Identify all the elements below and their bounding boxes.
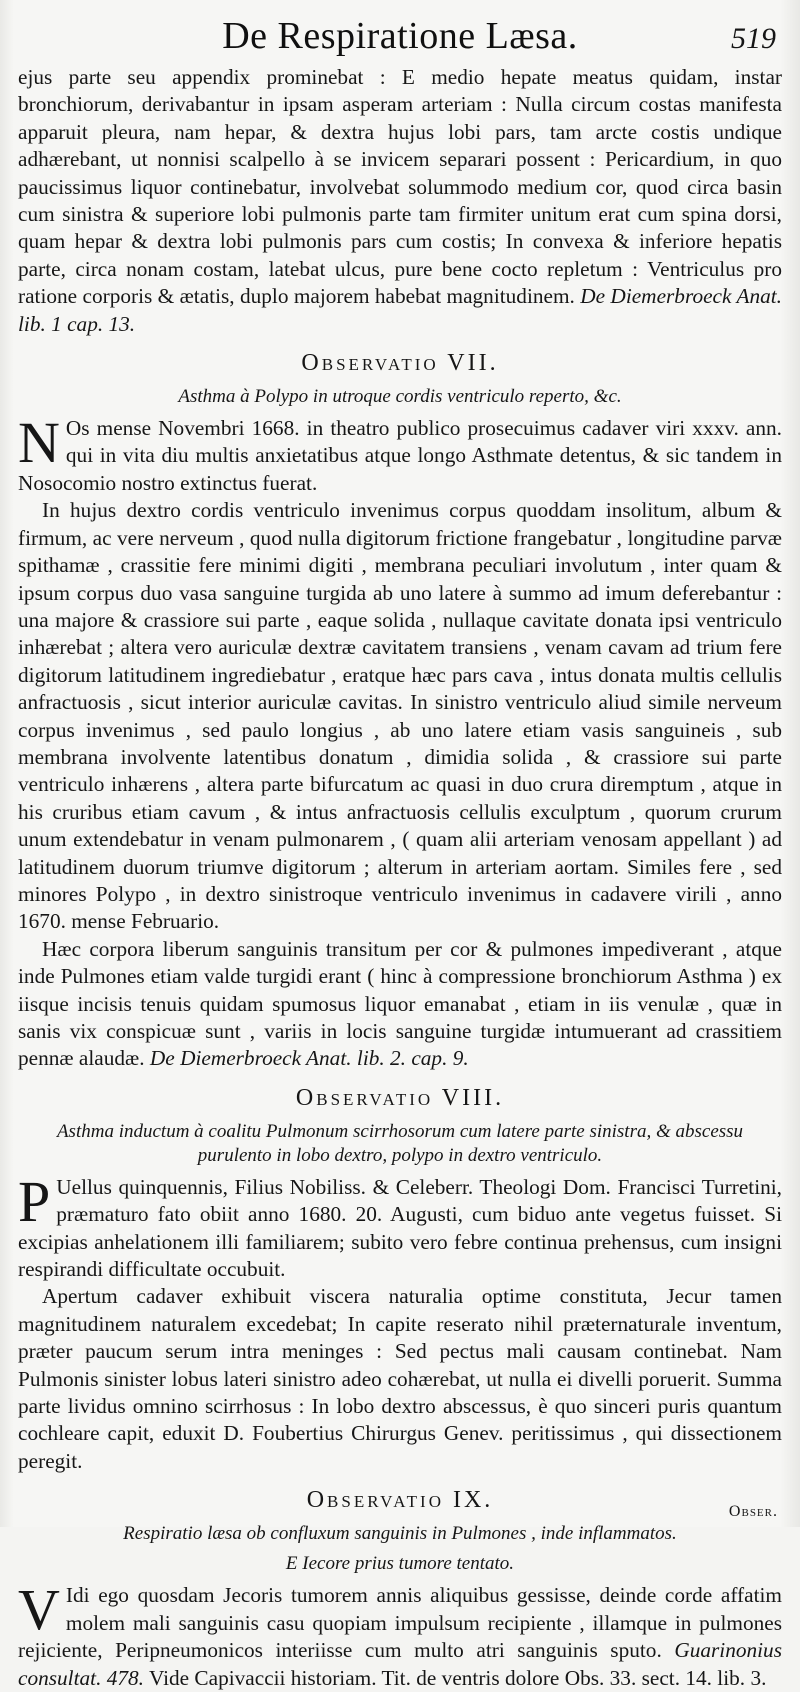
observation-8-title: Asthma inductum à coalitu Pulmonum scirrhosorum cum latere parte sinistra, & abscessu purulento in lobo dextro, polypo in dextro ventriculo. xyxy=(56,1120,744,1166)
running-head xyxy=(18,0,782,70)
catchword: Obser. xyxy=(728,1503,778,1520)
observation-7-title: Asthma à Polypo in utroque cordis ventriculo reperto, &c. xyxy=(178,386,622,408)
running-title: De Respiratione Læsa. xyxy=(222,15,578,57)
observation-9-text-tail: Vide Capivaccii historiam. Tit. de ventris dolore Obs. 33. sect. 14. lib. 3. xyxy=(148,1665,767,1690)
observation-7-text-3: Hæc corpora liberum sanguinis transitum per cor & pulmones impediverant , atque inde Pulmones etiam valde turgidi erant ( hinc à compressione bronchiorum Asthma ) ex iisque incisis tenuis quidam spumosus liquor emanabat , etiam in iis venulæ , quæ in sanis vix conspicuæ sunt , variis in locis sanguine turgidæ intumuerant ad crassitiem pennæ alaudæ. xyxy=(18,936,782,1071)
intro-paragraph xyxy=(18,64,782,338)
intro-citation: De Diemerbroeck Anat. lib. 1 cap. 13. xyxy=(18,284,782,336)
observation-7-heading: Observatio VII. xyxy=(301,350,499,377)
observation-7-para-3 xyxy=(18,936,782,1073)
observation-7-para-2: In hujus dextro cordis ventriculo invenimus corpus quoddam insolitum, album & firmum, ac vere nerveum , quod nulla digitorum frictione frangebatur , longitudine parvæ spithamæ , crassitie fere minimi digiti , membrana peculiari involutum , inter quam & ipsum corpus duo vasa sanguine turgida ab uno latere à summo ad imum deferebantur : una majore & crassiore sui parte , eaque solida , nullaque cavitate donata ipsi ventriculo inhærebat ; altera vero auriculæ dextræ cavitatem transiens , venam cavam ad trium fere digitorum latitudinem ingrediebatur , eratque hæc pars cava , intus donata multis cellulis anfractuosis , sicut interior auriculæ cavitas. In sinistro ventriculo aliud simile nerveum corpus invenimus , sed paulo longius , ab uno latere etiam vasis sanguineis , sub membrana involvente latentibus donatum , dimidia solida , & crassiore sui parte ventriculo inhærens , altera parte bifurcatum ac quasi in duo crura diremptum , atque in his cruribus etiam cavum , & intus anfractuosis cellulis exculptum , quorum crurum unum extendebatur in venam pulmonarem , ( quam alii arteriam venosam appellant ) ad latitudinem duorum triumve digitorum ; alterum in arteriam aortam. Similes fere , sed minores Polypo , in dextro sinistroque ventriculo invenimus in cadavere virili , anno 1670. mense Februario. xyxy=(18,498,782,934)
observation-9-para-1 xyxy=(18,1577,782,1692)
observation-9-text-1: Idi ego quosdam Jecoris tumorem annis aliquibus gessisse, deinde corde affatim molem mali sanguinis casu quopiam impulsum recipiente , illamque in pulmones rejiciente, Peripneumonicos interiisse cum multo atri sanguinis sputo. xyxy=(18,1583,782,1663)
dropcap-letter: N xyxy=(18,410,60,476)
observation-7-citation: De Diemerbroeck Anat. lib. 2. cap. 9. xyxy=(149,1046,469,1071)
observation-7-text-1: Os mense Novembri 1668. in theatro publico prosecuimus cadaver viri xxxv. ann. qui in vita diu multis anxietatibus atque longo Asthmate detentus, & sic tandem in Nosocomio nostro extinctus fuerat. xyxy=(18,416,782,495)
observation-9-heading: Observatio IX. xyxy=(306,1487,494,1514)
observation-8-para-1 xyxy=(18,1168,782,1284)
page-number: 519 xyxy=(731,22,776,55)
observation-8-text-1: Uellus quinquennis, Filius Nobiliss. & Celeberr. Theologi Dom. Francisci Turretini, præmaturo fato obiit anno 1680. 20. Augusti, cum biduo ante vegetus fuisset. Si excipias anhelationem illi familiarem; subito vero febre continua prehensus, cum insigni respirandi difficultate occubuit. xyxy=(18,1174,782,1282)
observation-9-citation: Guarinonius consultat. 478. xyxy=(18,1638,782,1690)
intro-text: ejus parte seu appendix prominebat : E medio hepate meatus quidam, instar bronchiorum, derivabantur in ipsam asperam arteriam : Nulla circum costas manifesta apparuit pleura, nam hepar, & dextra hujus lobi pars, tam arcte costis undique adhærebant, ut nonnisi scalpello à se invicem separari possent : Pericardium, in quo paucissimus liquor continebatur, involvebat solummodo medium cor, quod circa basin cum sinistra & superiore lobi pulmonis parte tam firmiter unitum erat cum spina dorsi, quam hepar & dextra lobi pulmonis pars cum costis; In convexa & inferiore hepatis parte, circa nonam costam, latebat ulcus, pure bene cocto repletum : Ventriculus pro ratione corporis & ætatis, duplo majorem habebat magnitudinem. xyxy=(18,65,782,309)
observation-9-title-line-2: E Iecore prius tumore tentato. xyxy=(285,1553,515,1575)
dropcap-letter: P xyxy=(18,1168,51,1234)
observation-8-heading: Observatio VIII. xyxy=(295,1084,505,1111)
observation-7-para-1 xyxy=(18,410,782,497)
observation-9-title-line-1: Respiratio læsa ob confluxum sanguinis in Pulmones , inde inflammatos. xyxy=(123,1523,677,1545)
observation-8-para-2: Apertum cadaver exhibuit viscera naturalia optime constituta, Jecur tamen magnitudinem naturalem excedebat; In capite reserato nihil præternaturale inventum, præter paucum serum intra meninges : Sed pectus mali causam continebat. Nam Pulmonis sinister lobus lateri sinistro adeo cohærebat, ut nulla ei divelli poruerit. Summa parte lividus omnino scirrhosus : In lobo dextro abscessus, è quo sinceri puris quantum cochleare capit, eduxit D. Foubertius Chirurgus Genev. peritissimus , qui dissectionem peregit. xyxy=(18,1284,782,1473)
dropcap-letter: V xyxy=(18,1577,60,1643)
